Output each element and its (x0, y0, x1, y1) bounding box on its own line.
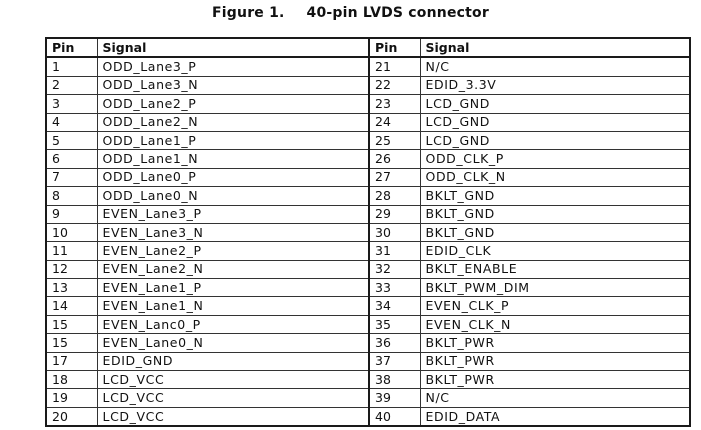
pin-cell-right: 37 (369, 352, 420, 370)
table-row (46, 150, 690, 168)
table-row (46, 168, 690, 186)
signal-cell-left: EVEN_Lane0_N (97, 334, 369, 352)
signal-cell-right: EDID_3.3V (420, 76, 690, 94)
pin-cell-right: 28 (369, 187, 420, 205)
signal-cell-right: ODD_CLK_N (420, 168, 690, 186)
signal-cell-right: BKLT_GND (420, 223, 690, 241)
signal-cell-left: ODD_Lane3_P (97, 57, 369, 76)
pin-cell-left: 19 (46, 389, 97, 407)
table-row (46, 407, 690, 426)
pin-cell-left: 5 (46, 131, 97, 149)
signal-cell-right: EVEN_CLK_N (420, 315, 690, 333)
pinout-table (45, 37, 691, 427)
signal-cell-left: ODD_Lane0_N (97, 187, 369, 205)
signal-cell-right: EDID_CLK (420, 242, 690, 260)
signal-cell-right: BKLT_PWR (420, 352, 690, 370)
figure-title: 40-pin LVDS connector (306, 5, 489, 21)
signal-cell-left: ODD_Lane2_P (97, 95, 369, 113)
pin-cell-left: 2 (46, 76, 97, 94)
table-header-row (46, 38, 690, 57)
pin-cell-left: 3 (46, 95, 97, 113)
signal-cell-left: ODD_Lane1_N (97, 150, 369, 168)
table-row (46, 242, 690, 260)
table-row (46, 57, 690, 76)
signal-cell-right: BKLT_GND (420, 187, 690, 205)
pin-cell-right: 27 (369, 168, 420, 186)
pin-cell-left: 18 (46, 371, 97, 389)
signal-cell-left: ODD_Lane2_N (97, 113, 369, 131)
table-row (46, 131, 690, 149)
figure-caption (0, 5, 701, 21)
pin-cell-right: 35 (369, 315, 420, 333)
pin-cell-left: 9 (46, 205, 97, 223)
pin-cell-left: 13 (46, 279, 97, 297)
pin-cell-right: 29 (369, 205, 420, 223)
pin-cell-left: 11 (46, 242, 97, 260)
pin-cell-right: 25 (369, 131, 420, 149)
pin-cell-left: 15 (46, 315, 97, 333)
pin-cell-left: 12 (46, 260, 97, 278)
table-row (46, 371, 690, 389)
pin-cell-right: 34 (369, 297, 420, 315)
table-body (46, 57, 690, 426)
signal-cell-left: EVEN_Lane2_P (97, 242, 369, 260)
table-row (46, 315, 690, 333)
signal-cell-left: LCD_VCC (97, 371, 369, 389)
table-row (46, 352, 690, 370)
signal-cell-right: EVEN_CLK_P (420, 297, 690, 315)
signal-cell-right: BKLT_PWR (420, 334, 690, 352)
table-row (46, 187, 690, 205)
header-signal-left: Signal (97, 38, 369, 57)
signal-cell-left: EDID_GND (97, 352, 369, 370)
signal-cell-left: LCD_VCC (97, 389, 369, 407)
signal-cell-right: N/C (420, 389, 690, 407)
signal-cell-right: ODD_CLK_P (420, 150, 690, 168)
table-row (46, 95, 690, 113)
table-row (46, 205, 690, 223)
pin-cell-right: 36 (369, 334, 420, 352)
table-row (46, 223, 690, 241)
pin-cell-right: 30 (369, 223, 420, 241)
pin-cell-left: 8 (46, 187, 97, 205)
pin-cell-left: 20 (46, 407, 97, 426)
signal-cell-right: LCD_GND (420, 95, 690, 113)
header-pin-left: Pin (46, 38, 97, 57)
table-row (46, 297, 690, 315)
header-pin-right: Pin (369, 38, 420, 57)
signal-cell-left: EVEN_Lane3_P (97, 205, 369, 223)
figure-label: Figure 1. (212, 5, 285, 21)
pin-cell-right: 33 (369, 279, 420, 297)
signal-cell-right: BKLT_ENABLE (420, 260, 690, 278)
signal-cell-right: EDID_DATA (420, 407, 690, 426)
signal-cell-left: ODD_Lane3_N (97, 76, 369, 94)
signal-cell-right: BKLT_GND (420, 205, 690, 223)
pin-cell-left: 10 (46, 223, 97, 241)
table-row (46, 76, 690, 94)
pin-cell-left: 1 (46, 57, 97, 76)
signal-cell-left: EVEN_Lanc0_P (97, 315, 369, 333)
signal-cell-right: BKLT_PWM_DIM (420, 279, 690, 297)
header-signal-right: Signal (420, 38, 690, 57)
pin-cell-left: 7 (46, 168, 97, 186)
signal-cell-right: BKLT_PWR (420, 371, 690, 389)
pin-cell-right: 23 (369, 95, 420, 113)
pin-cell-right: 40 (369, 407, 420, 426)
table-row (46, 389, 690, 407)
pin-cell-right: 26 (369, 150, 420, 168)
pin-cell-left: 17 (46, 352, 97, 370)
table-row (46, 334, 690, 352)
signal-cell-left: ODD_Lane1_P (97, 131, 369, 149)
signal-cell-left: EVEN_Lane1_N (97, 297, 369, 315)
signal-cell-left: ODD_Lane0_P (97, 168, 369, 186)
signal-cell-right: N/C (420, 57, 690, 76)
table-row (46, 279, 690, 297)
signal-cell-left: EVEN_Lane3_N (97, 223, 369, 241)
signal-cell-left: EVEN_Lane2_N (97, 260, 369, 278)
signal-cell-left: EVEN_Lane1_P (97, 279, 369, 297)
pin-cell-left: 14 (46, 297, 97, 315)
pin-cell-left: 4 (46, 113, 97, 131)
pin-cell-right: 24 (369, 113, 420, 131)
table-row (46, 260, 690, 278)
pin-cell-right: 39 (369, 389, 420, 407)
pin-cell-right: 31 (369, 242, 420, 260)
pin-cell-right: 21 (369, 57, 420, 76)
pin-cell-right: 38 (369, 371, 420, 389)
pin-cell-right: 22 (369, 76, 420, 94)
pin-cell-right: 32 (369, 260, 420, 278)
signal-cell-right: LCD_GND (420, 131, 690, 149)
signal-cell-left: LCD_VCC (97, 407, 369, 426)
pin-cell-left: 6 (46, 150, 97, 168)
table-row (46, 113, 690, 131)
signal-cell-right: LCD_GND (420, 113, 690, 131)
pin-cell-left: 15 (46, 334, 97, 352)
